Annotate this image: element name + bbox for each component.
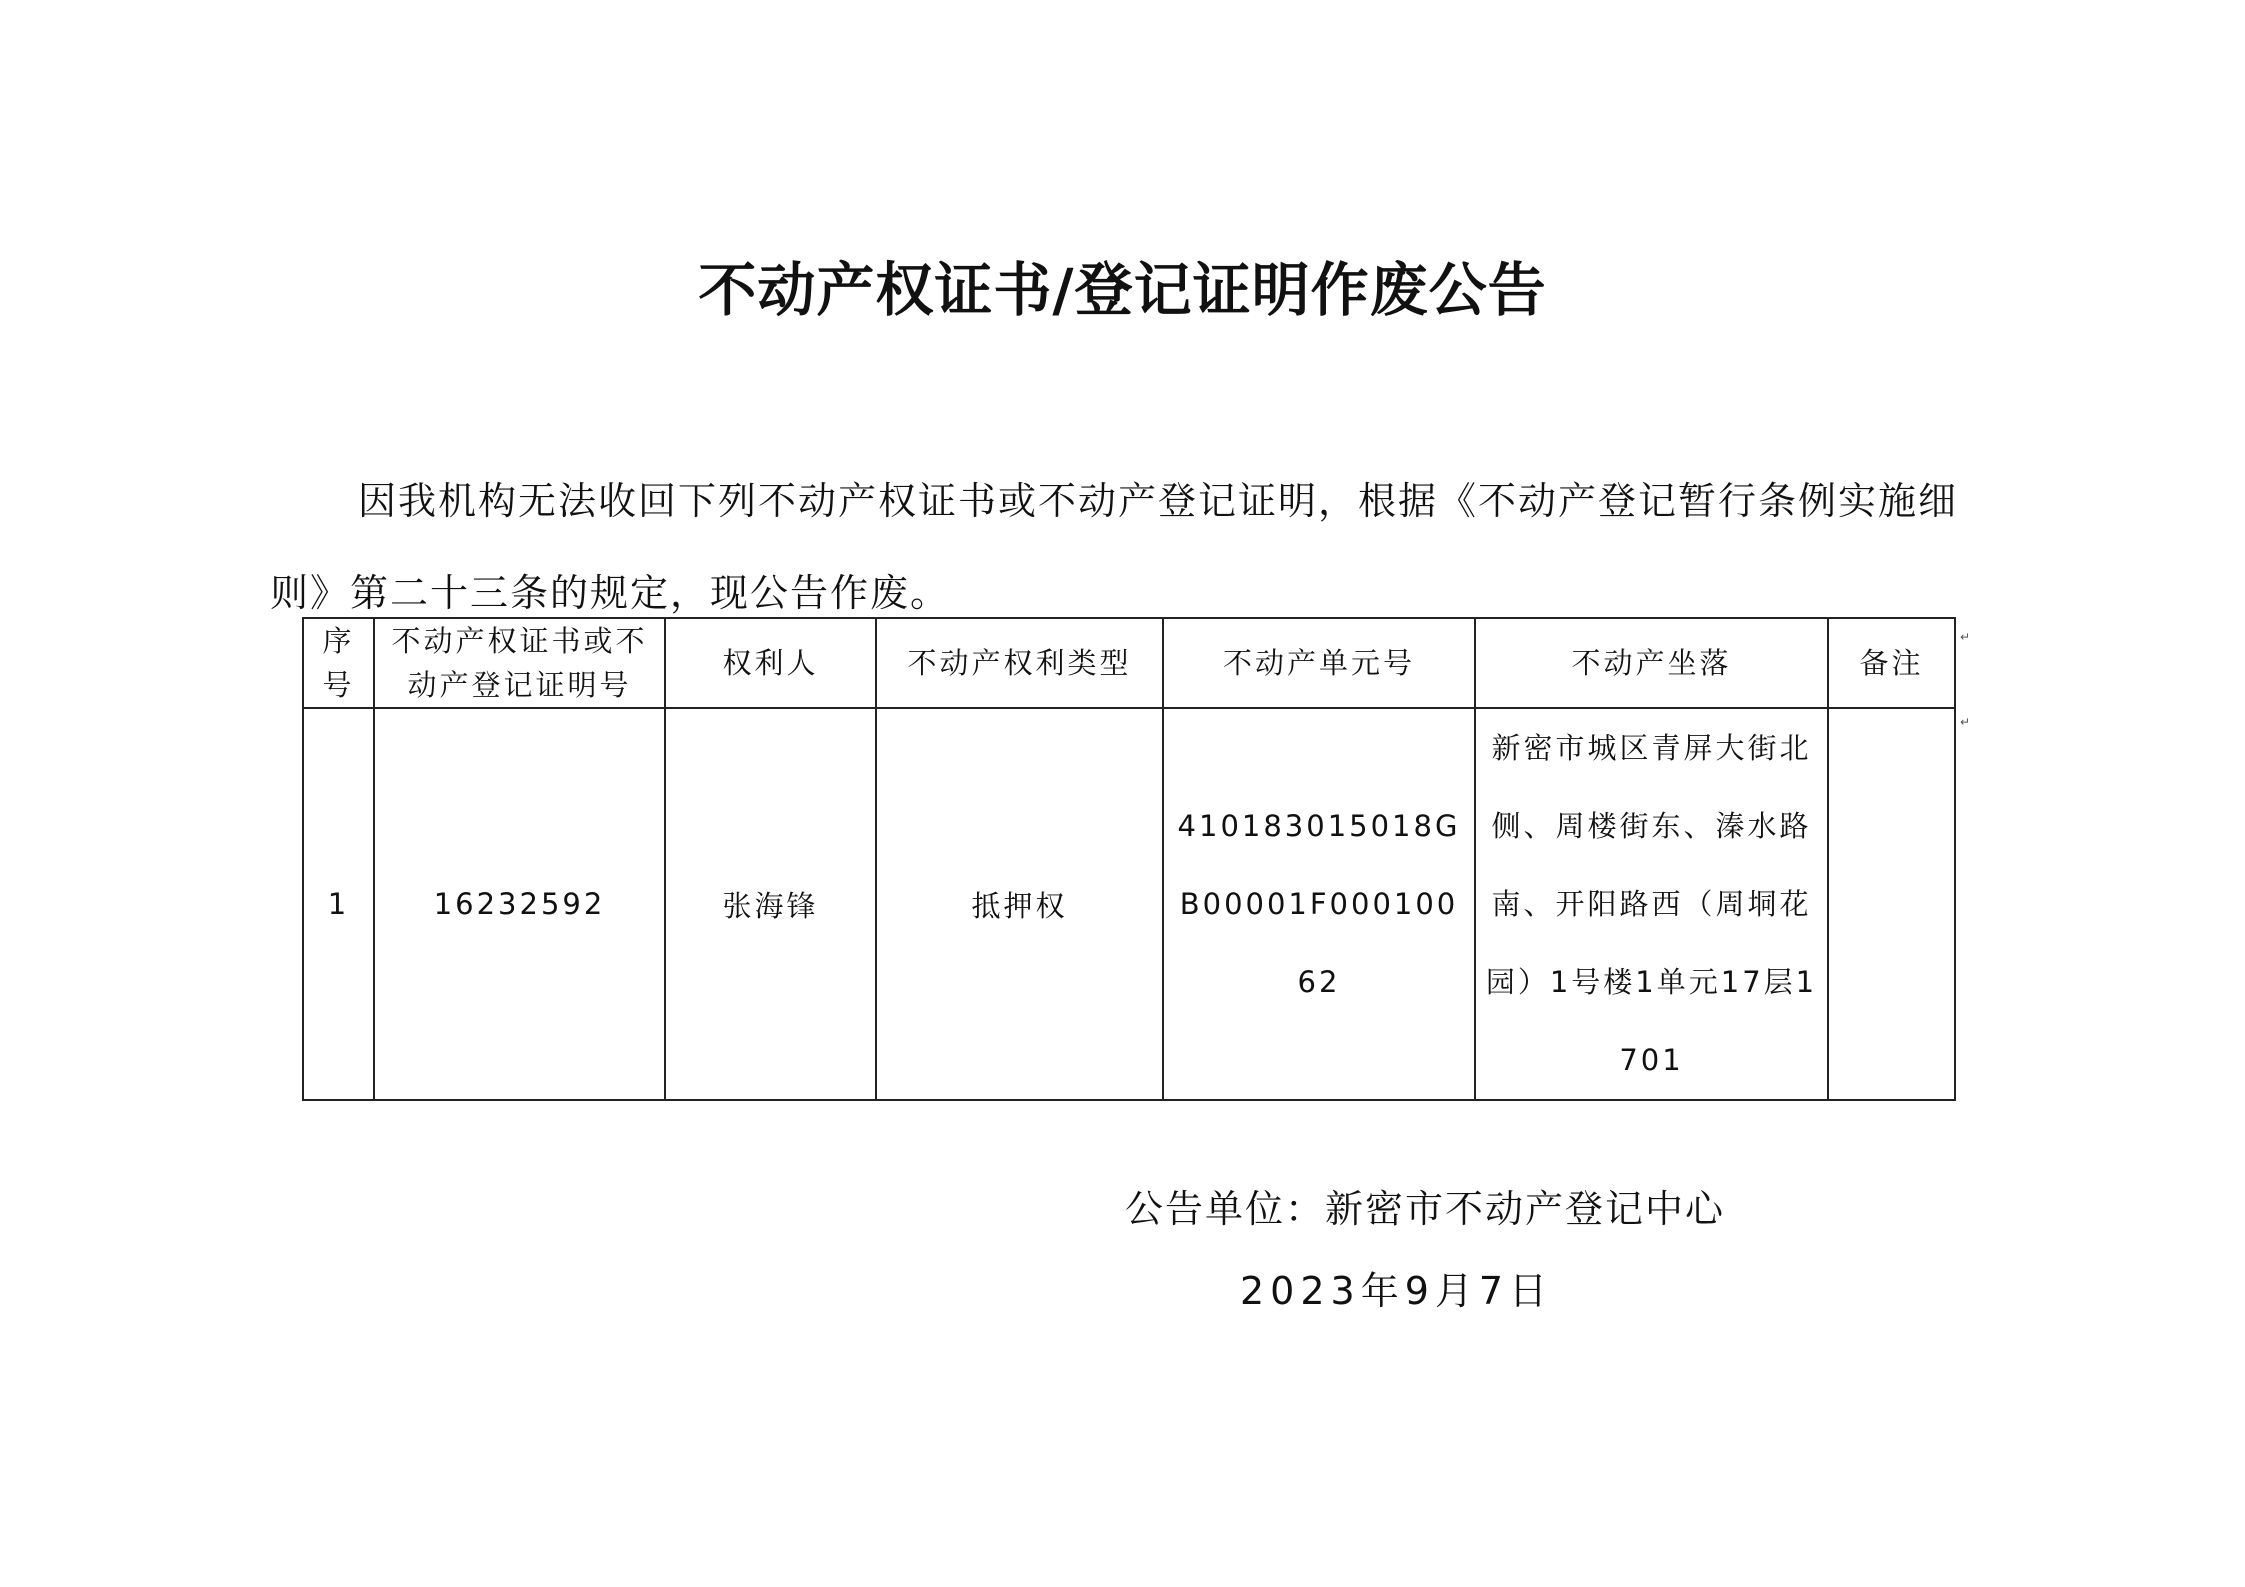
header-note: 备注	[1828, 618, 1955, 708]
cell-right-holder: 张海锋	[665, 708, 876, 1100]
records-table	[302, 617, 1956, 1101]
cell-cert-number: 16232592	[374, 708, 665, 1100]
issue-date: 2023年9月7日	[1240, 1269, 1554, 1313]
header-right-type: 不动产权利类型	[876, 618, 1163, 708]
header-unit-number: 不动产单元号	[1163, 618, 1475, 708]
cell-note	[1828, 708, 1955, 1100]
cell-location: 新密市城区青屏大街北侧、周楼街东、溱水路南、开阳路西（周垌花园）1号楼1单元17层1701	[1475, 708, 1828, 1100]
table-row	[303, 708, 1955, 1100]
cell-unit-number: 410183015018GB00001F00010062	[1163, 708, 1475, 1100]
notice-body: 因我机构无法收回下列不动产权证书或不动产登记证明，根据《不动产登记暂行条例实施细则》第二十三条的规定，现公告作废。	[270, 479, 1959, 615]
header-right-holder: 权利人	[665, 618, 876, 708]
header-seq: 序号	[303, 618, 374, 708]
margin-mark-icon: ↵	[1960, 630, 1971, 644]
cell-seq: 1	[303, 708, 374, 1100]
table-header-row	[303, 618, 1955, 708]
issuing-organization: 公告单位：新密市不动产登记中心	[1125, 1187, 1726, 1231]
cell-right-type: 抵押权	[876, 708, 1163, 1100]
header-location: 不动产坐落	[1475, 618, 1828, 708]
header-cert-number: 不动产权证书或不动产登记证明号	[374, 618, 665, 708]
page-title: 不动产权证书/登记证明作废公告	[698, 256, 1547, 324]
margin-mark-icon: ↵	[1960, 715, 1971, 729]
